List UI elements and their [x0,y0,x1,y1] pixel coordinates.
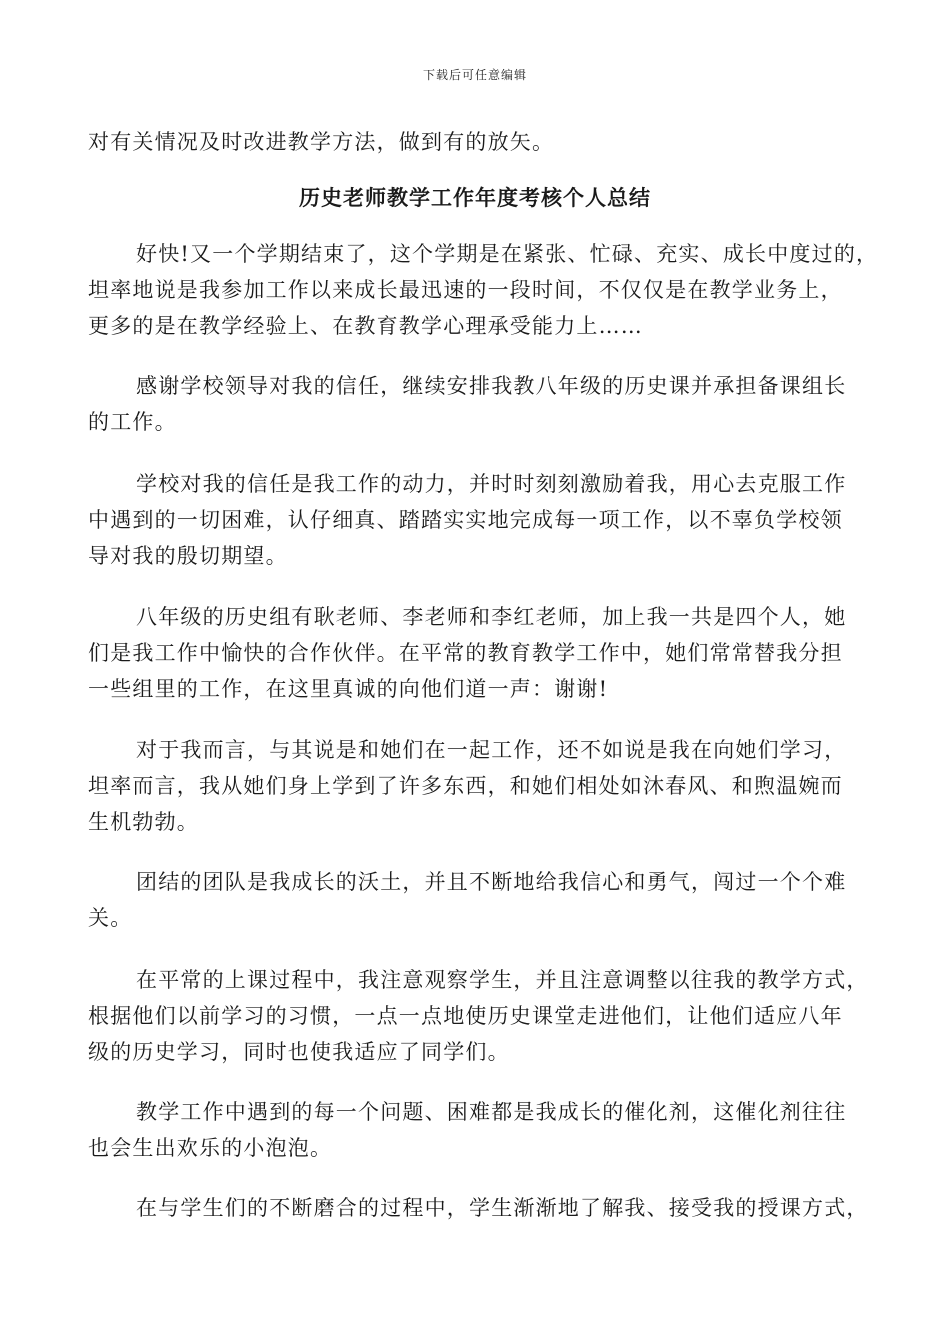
paragraph-9 [88,1190,878,1226]
paragraph-line: 也会生出欢乐的小泡泡。 [88,1136,333,1160]
paragraph-line: 对于我而言，与其说是和她们在一起工作，还不如说是我在向她们学习， [136,738,847,762]
paragraph-line: 在平常的上课过程中，我注意观察学生，并且注意调整以往我的教学方式， [136,968,869,992]
intro-line: 对有关情况及时改进教学方法，做到有的放矢。 [88,130,555,154]
paragraph-line: 八年级的历史组有耿老师、李老师和李红老师，加上我一共是四个人，她 [136,605,847,629]
paragraph-8 [88,1094,878,1166]
paragraph-line: 教学工作中遇到的每一个问题、困难都是我成长的催化剂，这催化剂往往 [136,1100,847,1124]
paragraph-line: 学校对我的信任是我工作的动力，并时时刻刻激励着我，用心去克服工作 [136,472,847,496]
paragraph-line: 坦率地说是我参加工作以来成长最迅速的一段时间，不仅仅是在教学业务上， [88,278,843,302]
paragraph-5 [88,732,878,840]
paragraph-7 [88,962,878,1070]
paragraph-line: 团结的团队是我成长的沃土，并且不断地给我信心和勇气，闯过一个个难 [136,870,847,894]
paragraph-3 [88,466,878,574]
intro-paragraph [88,124,878,160]
paragraph-line: 感谢学校领导对我的信任，继续安排我教八年级的历史课并承担备课组长 [136,374,847,398]
document-title: 历史老师教学工作年度考核个人总结 [299,185,651,210]
paragraph-line: 更多的是在教学经验上、在教育教学心理承受能力上…… [88,314,643,338]
paragraph-line: 级的历史学习，同时也使我适应了同学们。 [88,1040,510,1064]
paragraph-line: 根据他们以前学习的习惯，一点一点地使历史课堂走进他们，让他们适应八年 [88,1004,843,1028]
paragraph-line: 关。 [88,906,133,930]
paragraph-line: 在与学生们的不断磨合的过程中，学生渐渐地了解我、接受我的授课方式， [136,1196,869,1220]
paragraph-line: 的工作。 [88,410,177,434]
paragraph-line: 一些组里的工作，在这里真诚的向他们道一声：谢谢! [88,677,609,701]
paragraph-6 [88,864,878,936]
paragraph-line: 生机勃勃。 [88,810,199,834]
paragraph-line: 坦率而言，我从她们身上学到了许多东西，和她们相处如沐春风、和煦温婉而 [88,774,843,798]
paragraph-2 [88,368,878,440]
paragraph-line: 好快!又一个学期结束了，这个学期是在紧张、忙碌、充实、成长中度过的， [136,242,879,266]
paragraph-line: 们是我工作中愉快的合作伙伴。在平常的教育教学工作中，她们常常替我分担 [88,641,843,665]
paragraph-line: 中遇到的一切困难，认仔细真、踏踏实实地完成每一项工作，以不辜负学校领 [88,508,843,532]
paragraph-1 [88,236,878,344]
paragraph-4 [88,599,878,707]
paragraph-line: 导对我的殷切期望。 [88,544,288,568]
page-header-note: 下载后可任意编辑 [422,68,527,82]
